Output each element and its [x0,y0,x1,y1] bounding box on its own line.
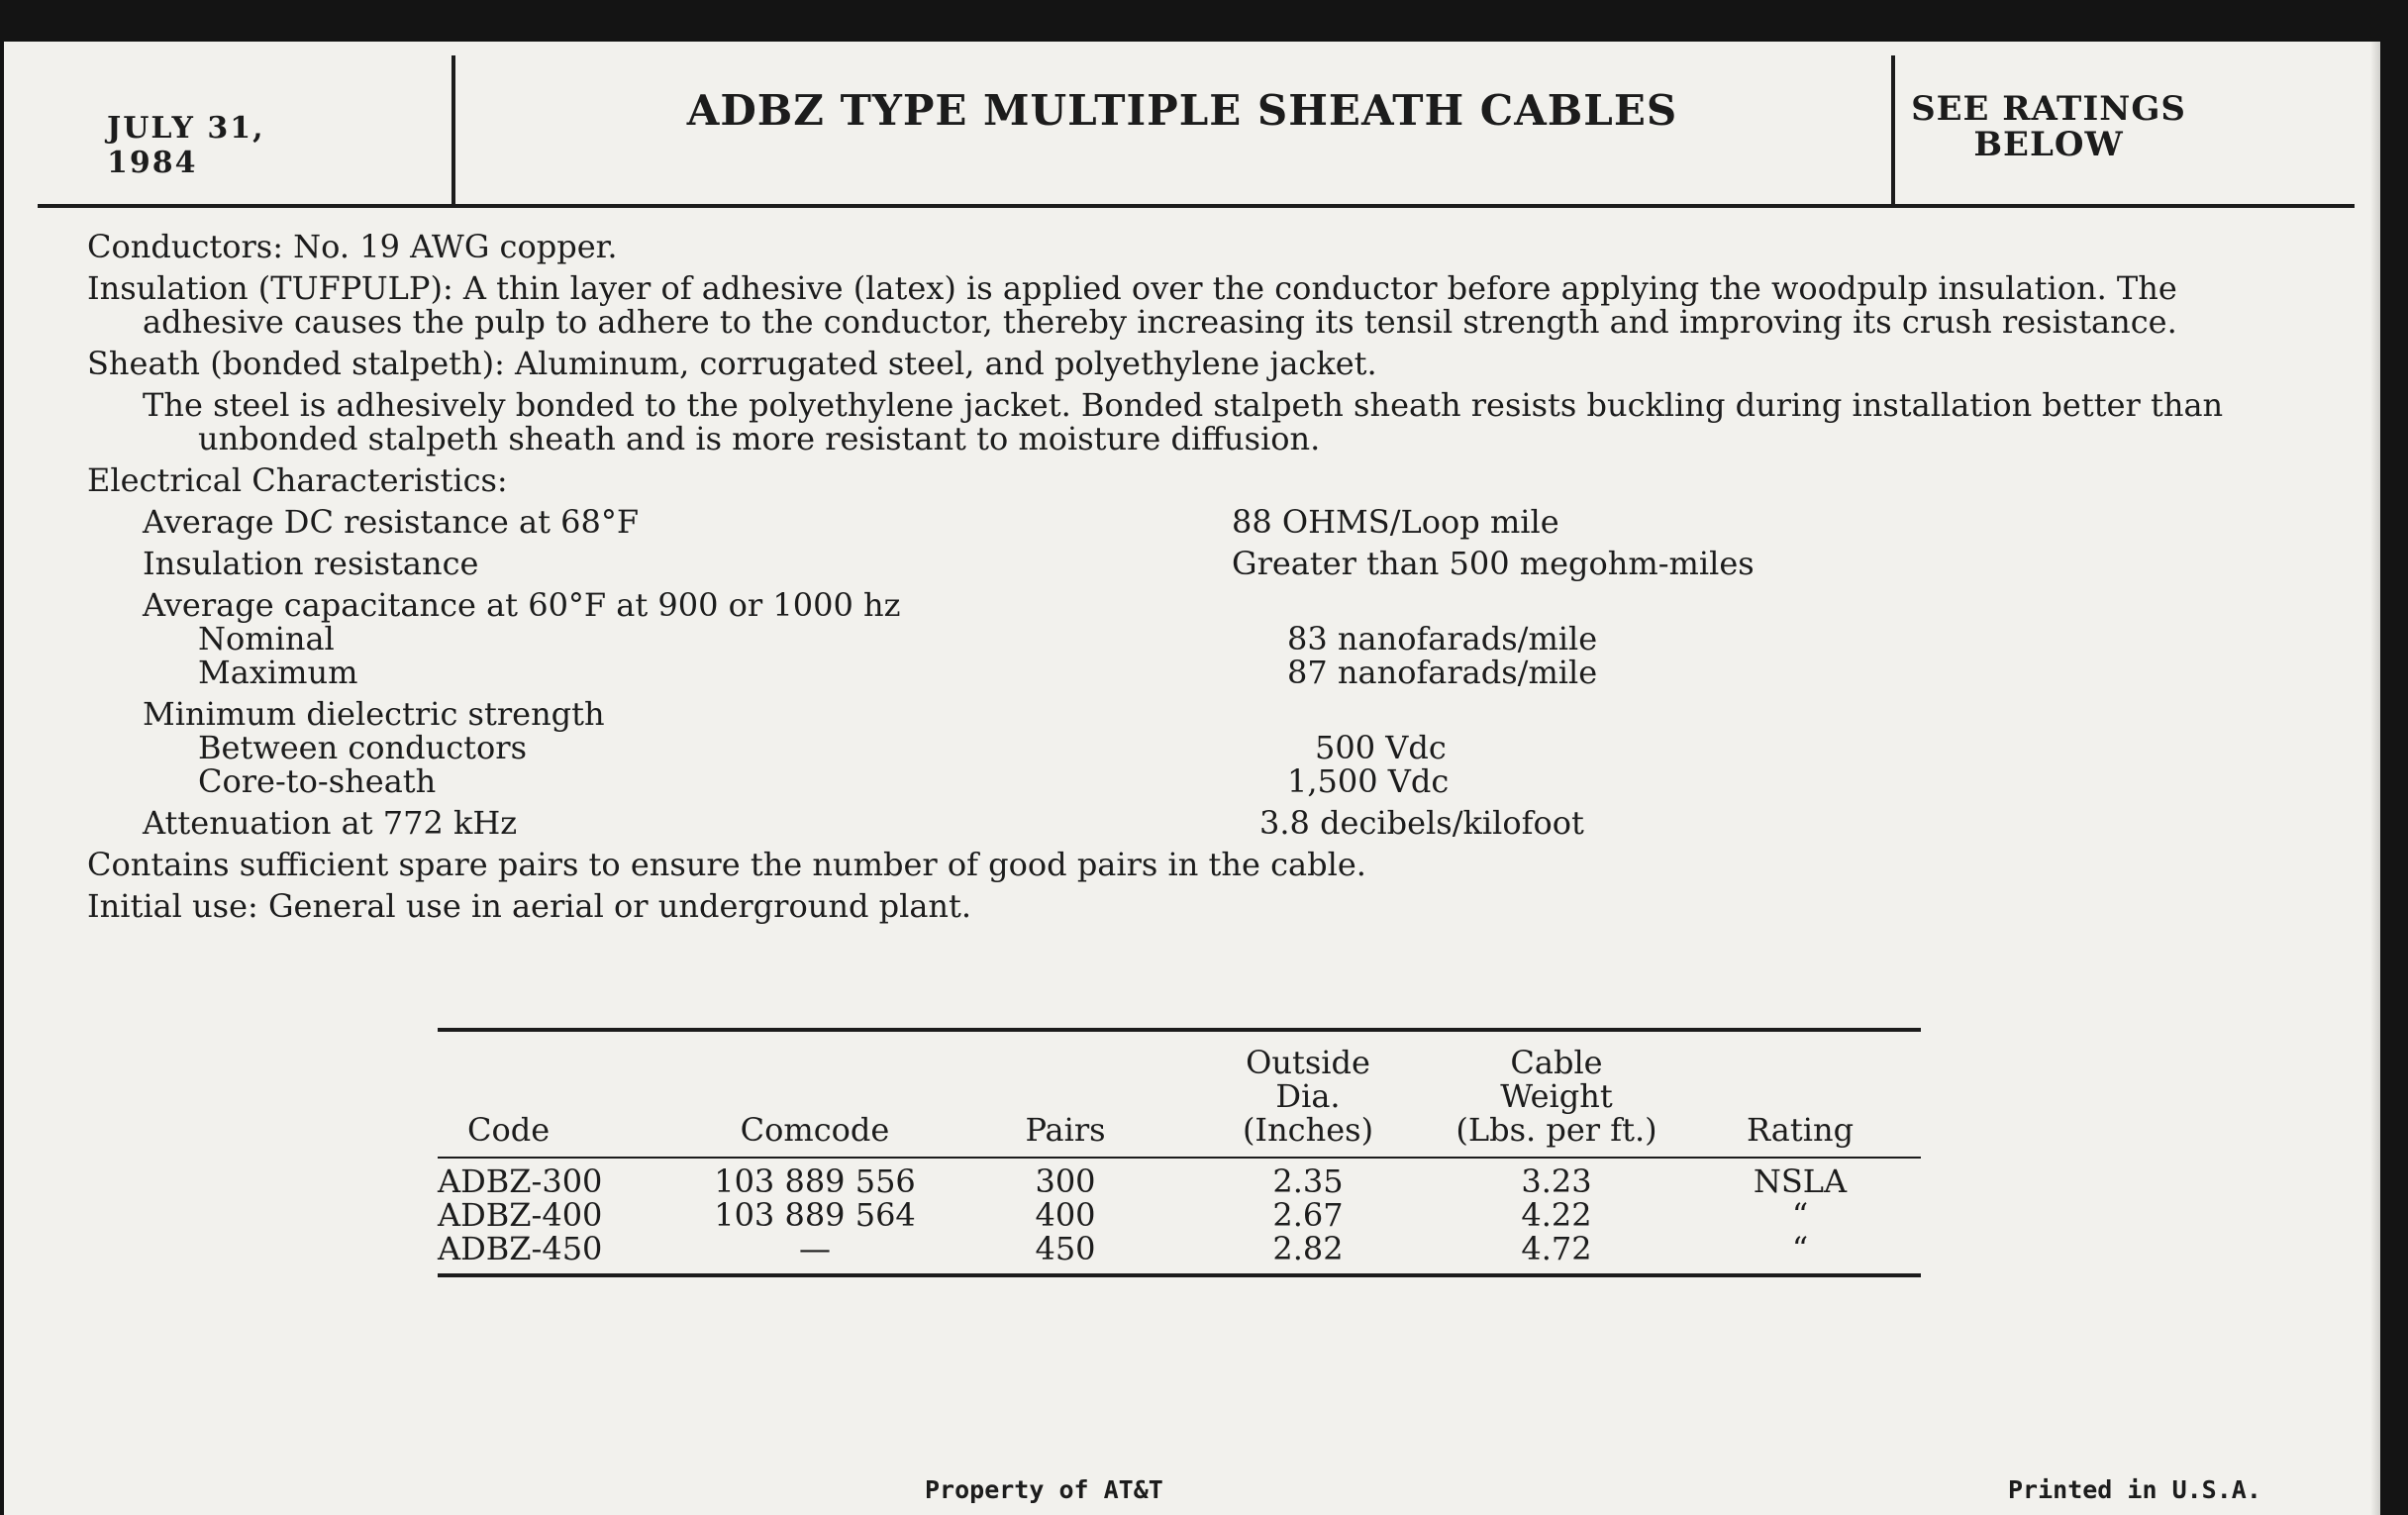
insulation-resistance-label: Insulation resistance [143,545,479,582]
initial-use-text: Initial use: General use in aerial or underground plant. [87,887,972,925]
rating-note-line1: SEE RATINGS [1911,89,2186,129]
capacitance-label: Average capacitance at 60°F at 900 or 1000 hz [143,586,901,624]
insulation-text: Insulation (TUFPULP): A thin layer of adhesive (latex) is applied over the conductor before applying the woodpulp insulation. The adhesive causes the pulp to adhere to the conductor, thereby increasing its tensil strength and improving its crush resistance. [87,269,2177,341]
insulation-resistance-value: Greater than 500 megohm-miles [1232,545,1755,582]
header-outside-dia-line2: Dia. [1275,1077,1341,1115]
cell-outside-dia: 2.67 [1272,1196,1344,1234]
cell-comcode: — [799,1230,831,1267]
cable-table [438,1028,1921,1277]
header-divider-left [452,55,455,204]
table-body [438,1159,1921,1273]
issue-date: JULY 31, 1984 [107,111,265,180]
cell-pairs: 450 [1035,1230,1096,1267]
nominal-row [87,622,2265,656]
cell-weight: 4.22 [1521,1196,1592,1234]
capacitance-row [87,588,2265,622]
maximum-label: Maximum [198,654,358,691]
spec-body [87,230,2265,923]
cell-rating: NSLA [1753,1162,1848,1200]
cell-rating: “ [1791,1196,1809,1234]
table-row [438,1198,1921,1232]
electrical-heading: Electrical Characteristics: [87,461,508,499]
cell-outside-dia: 2.35 [1272,1162,1344,1200]
conductors-text: Conductors: No. 19 AWG copper. [87,228,618,265]
header-cable-weight [1434,1046,1679,1147]
core-to-sheath-value: 1,500 Vdc [1287,762,1450,800]
cell-code: ADBZ-400 [438,1196,603,1234]
dielectric-label: Minimum dielectric strength [143,695,605,733]
sheath-note-text: The steel is adhesively bonded to the polyethylene jacket. Bonded stalpeth sheath resists buckling during installation better than unbonded stalpeth sheath and is more resistant to moisture diffusion. [143,386,2224,457]
printed-note: Printed in U.S.A. [2008,1475,2261,1504]
table-row [438,1232,1921,1265]
table-bottom-rule [438,1273,1921,1277]
cell-outside-dia: 2.82 [1272,1230,1344,1267]
header-pairs: Pairs [1025,1111,1106,1149]
header-outside-dia-line1: Outside [1246,1044,1370,1081]
dc-resistance-value: 88 OHMS/Loop mile [1232,503,1559,541]
table-header-row [438,1032,1921,1157]
header-cable-weight-line2: Weight [1500,1077,1613,1115]
nominal-label: Nominal [198,620,335,657]
attenuation-value: 3.8 decibels/kilofoot [1259,804,1584,842]
attenuation-label: Attenuation at 772 kHz [143,804,518,842]
cell-comcode: 103 889 556 [714,1162,916,1200]
cell-rating: “ [1791,1230,1809,1267]
nominal-value: 83 nanofarads/mile [1287,620,1598,657]
header-rating: Rating [1746,1111,1855,1149]
attenuation-row [87,806,2265,840]
dc-resistance-row [87,505,2265,539]
header-outside-dia [1182,1046,1434,1147]
rating-note-line2: BELOW [1973,125,2124,164]
cell-pairs: 400 [1035,1196,1096,1234]
cell-comcode: 103 889 564 [714,1196,916,1234]
spec-card [4,42,2380,1515]
header-cable-weight-line3: (Lbs. per ft.) [1455,1111,1657,1149]
between-conductors-value: 500 Vdc [1315,729,1447,766]
between-conductors-label: Between conductors [198,729,528,766]
header-rule [38,204,2355,208]
dielectric-row [87,697,2265,731]
core-to-sheath-row [87,764,2265,798]
cell-code: ADBZ-450 [438,1230,603,1267]
header-divider-right [1891,55,1895,204]
cell-code: ADBZ-300 [438,1162,603,1200]
spare-pairs-text: Contains sufficient spare pairs to ensure the number of good pairs in the cable. [87,846,1366,883]
property-note: Property of AT&T [925,1475,1163,1504]
core-to-sheath-label: Core-to-sheath [198,762,437,800]
table-row [438,1164,1921,1198]
sheath-text: Sheath (bonded stalpeth): Aluminum, corrugated steel, and polyethylene jacket. [87,345,1377,382]
dc-resistance-label: Average DC resistance at 68°F [143,503,640,541]
header-comcode: Comcode [740,1111,890,1149]
rating-note [1905,91,2192,162]
header-cable-weight-line1: Cable [1510,1044,1603,1081]
maximum-value: 87 nanofarads/mile [1287,654,1598,691]
maximum-row [87,656,2265,689]
header-outside-dia-line3: (Inches) [1242,1111,1374,1149]
header-code: Code [467,1111,551,1149]
between-conductors-row [87,731,2265,764]
cell-pairs: 300 [1035,1162,1096,1200]
cell-weight: 3.23 [1521,1162,1592,1200]
insulation-resistance-row [87,547,2265,580]
cell-weight: 4.72 [1521,1230,1592,1267]
page-title: ADBZ TYPE MULTIPLE SHEATH CABLES [686,86,1678,135]
